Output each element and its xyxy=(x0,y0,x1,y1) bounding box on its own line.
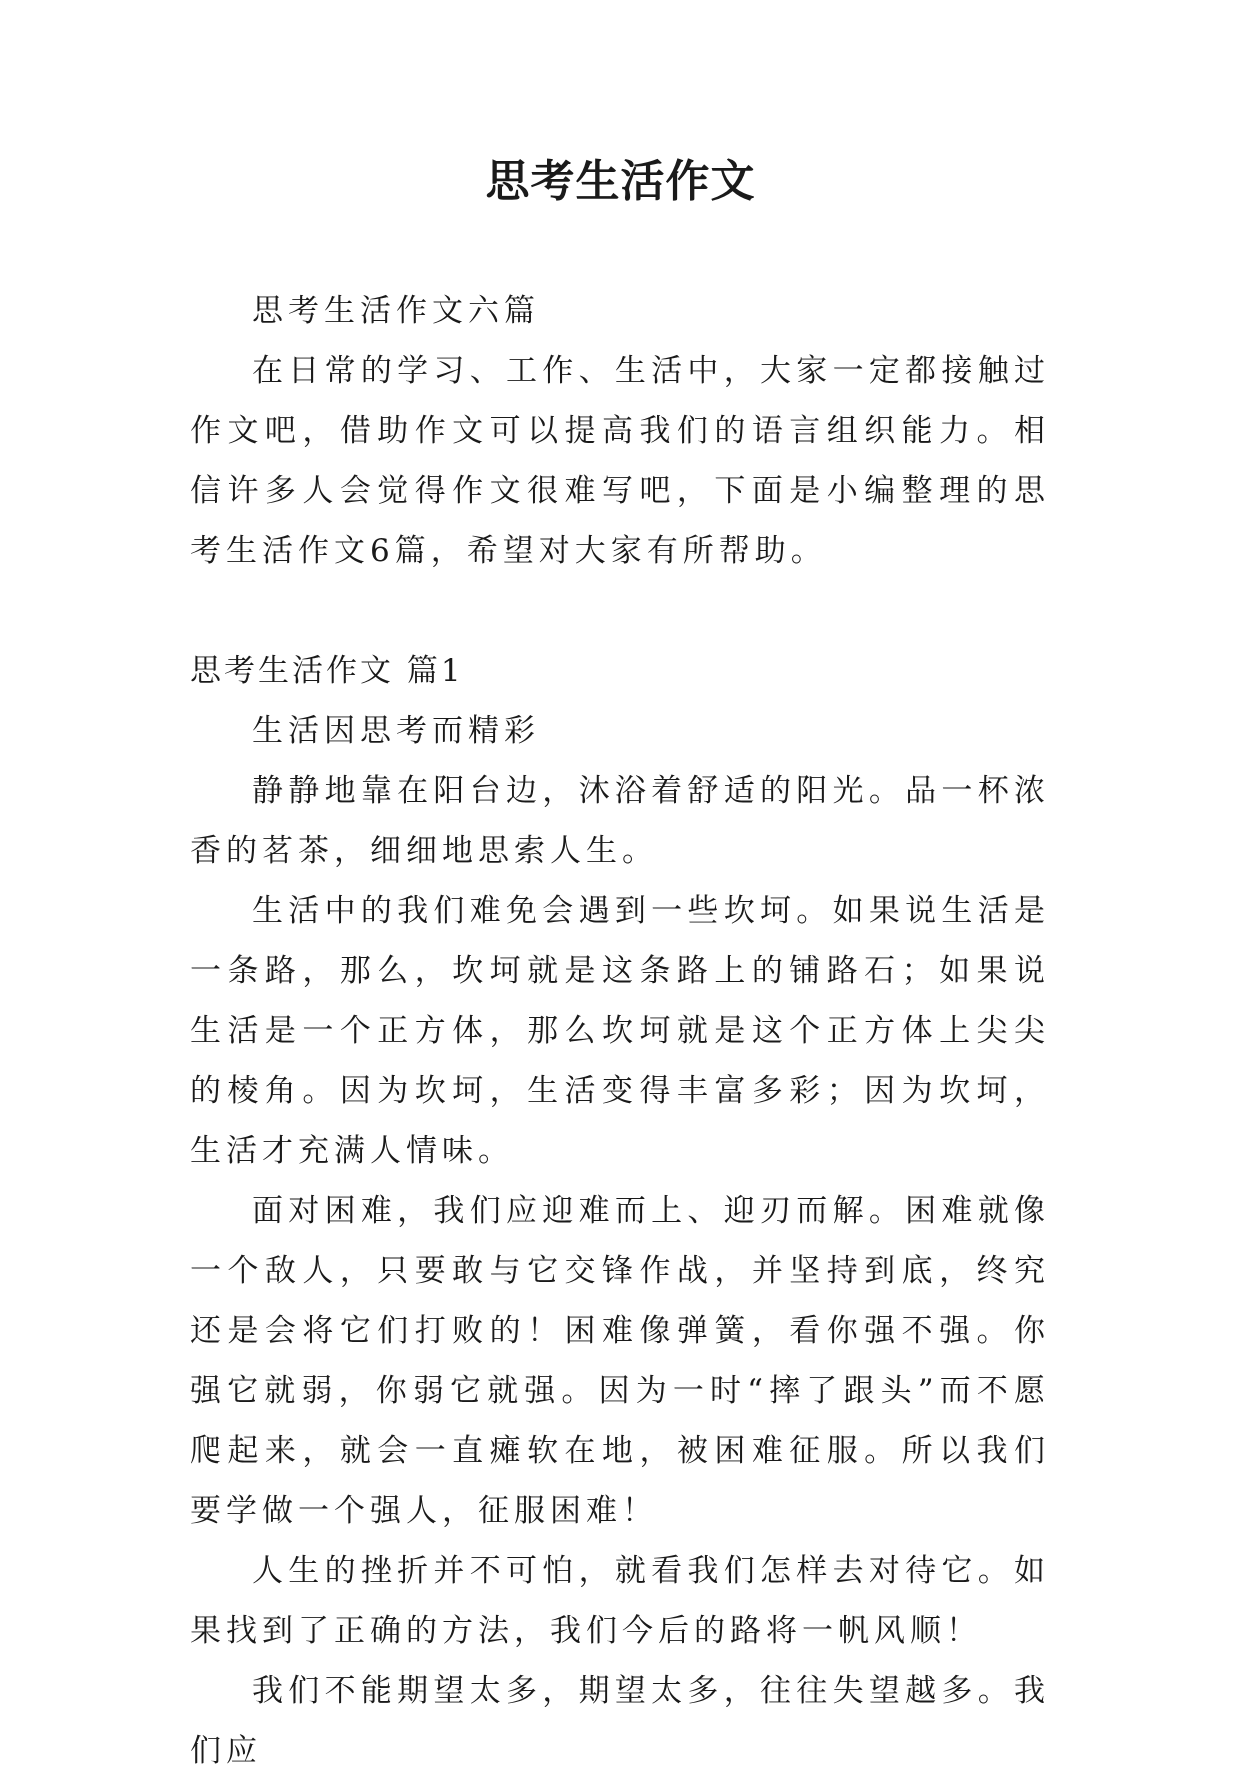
essay-paragraph: 生活中的我们难免会遇到一些坎坷。如果说生活是一条路，那么，坎坷就是这条路上的铺路石；如果说生活是一个正方体，那么坎坷就是这个正方体上尖尖的棱角。因为坎坷，生活变得丰富多彩；因为坎坷，生活才充满人情味。 xyxy=(190,893,1050,1169)
section-heading: 思考生活作文 篇1 xyxy=(190,653,464,689)
essay-paragraph: 我们不能期望太多，期望太多，往往失望越多。我们应 xyxy=(190,1673,1050,1769)
document-title: 思考生活作文 xyxy=(485,156,756,207)
collection-subtitle: 思考生活作文六篇 xyxy=(252,293,540,329)
intro-paragraph: 在日常的学习、工作、生活中，大家一定都接触过作文吧，借助作文可以提高我们的语言组织能力。相信许多人会觉得作文很难写吧，下面是小编整理的思考生活作文6篇，希望对大家有所帮助。 xyxy=(190,353,1050,569)
essay-title: 生活因思考而精彩 xyxy=(252,713,540,749)
document-body xyxy=(190,281,1050,1781)
essay-paragraph: 面对困难，我们应迎难而上、迎刃而解。困难就像一个敌人，只要敢与它交锋作战，并坚持到底，终究还是会将它们打败的！困难像弹簧，看你强不强。你强它就弱，你弱它就强。因为一时“摔了跟头”而不愿爬起来，就会一直瘫软在地，被困难征服。所以我们要学做一个强人，征服困难！ xyxy=(190,1193,1050,1529)
essay-paragraph: 静静地靠在阳台边，沐浴着舒适的阳光。品一杯浓香的茗茶，细细地思索人生。 xyxy=(190,773,1050,869)
essay-paragraph: 人生的挫折并不可怕，就看我们怎样去对待它。如果找到了正确的方法，我们今后的路将一帆风顺！ xyxy=(190,1553,1050,1649)
